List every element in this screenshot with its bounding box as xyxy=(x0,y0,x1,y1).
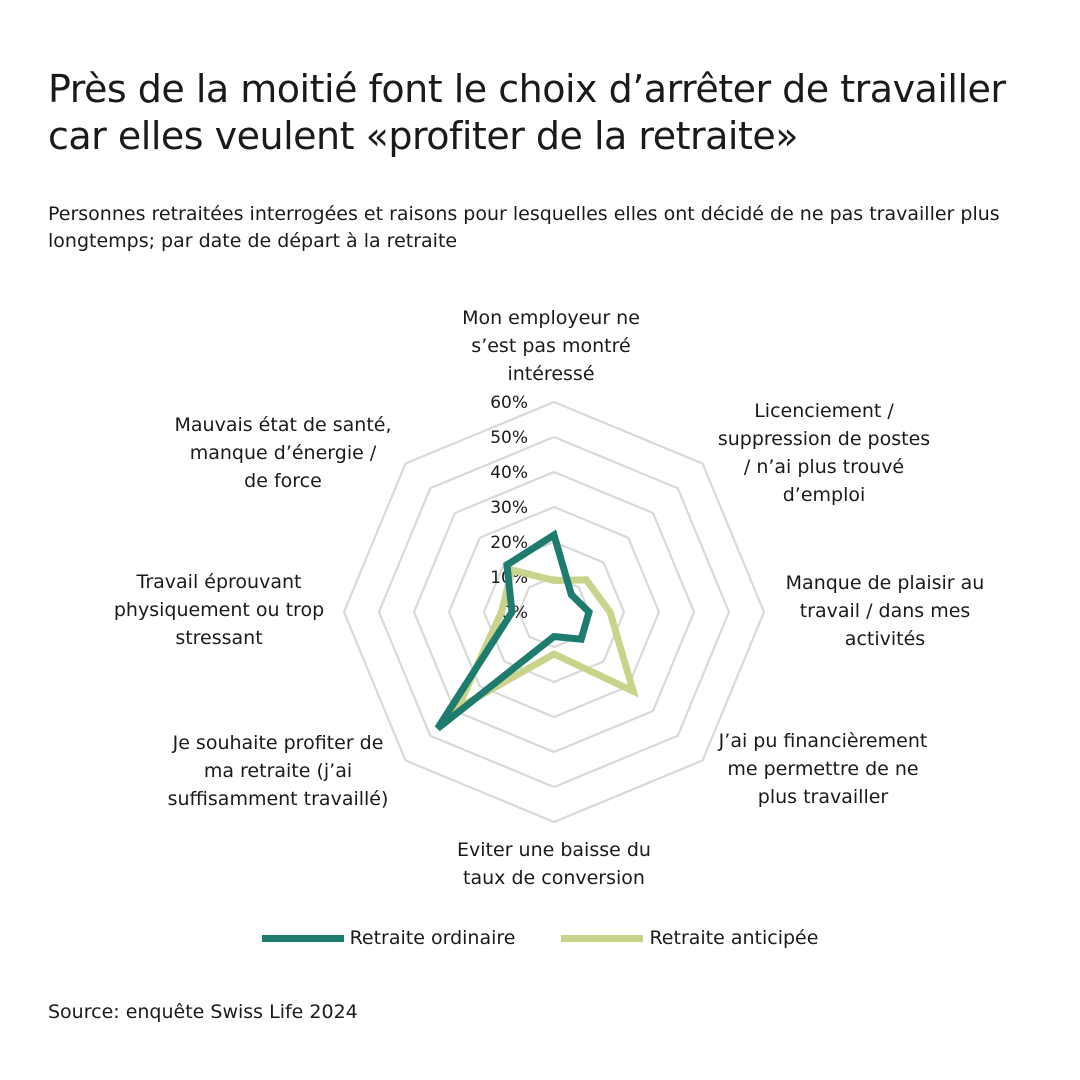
legend-label-ordinaire: Retraite ordinaire xyxy=(349,927,516,949)
chart-subtitle: Personnes retraitées interrogées et raisons pour lesquelles elles ont décidé de ne pas travailler plus longtemps; par date de départ à la retraite xyxy=(48,203,1000,252)
axis-label-line: s’est pas montré xyxy=(471,335,631,357)
axis-label-line: stressant xyxy=(175,627,263,649)
axis-label-line: taux de conversion xyxy=(463,867,645,889)
axis-label-line: Mauvais état de santé, xyxy=(174,414,392,436)
axis-label-line: d’emploi xyxy=(782,484,866,506)
axis-label-line: Je souhaite profiter de xyxy=(172,732,384,754)
tick-label: 30% xyxy=(490,498,528,518)
axis-label-line: Eviter une baisse du xyxy=(457,839,651,861)
axis-label-line: suffisamment travaillé) xyxy=(167,788,389,810)
axis-label-line: suppression de postes xyxy=(717,428,931,450)
legend xyxy=(0,924,1080,952)
axis-label xyxy=(786,569,985,653)
axis-label-line: manque d’énergie / xyxy=(189,442,377,464)
tick-label: 0% xyxy=(501,603,528,623)
axis-label-line: Manque de plaisir au xyxy=(785,572,985,594)
axis-label xyxy=(174,411,391,495)
axis-label-line: ma retraite (j’ai xyxy=(203,760,353,782)
legend-label-anticipee: Retraite anticipée xyxy=(649,927,819,949)
source-note: Source: enquête Swiss Life 2024 xyxy=(48,1001,358,1023)
axis-label xyxy=(168,729,389,813)
chart-title: Près de la moitié font le choix d’arrêter de travailler car elles veulent «profiter de la retraite» xyxy=(48,67,1006,158)
legend-swatch-ordinaire xyxy=(262,935,344,942)
axis-label-line: Licenciement / xyxy=(754,400,894,422)
tick-label: 10% xyxy=(490,568,528,588)
axis-label-line: Mon employeur ne xyxy=(462,307,640,329)
tick-label: 40% xyxy=(490,463,528,483)
axis-label xyxy=(462,304,640,388)
tick-label: 20% xyxy=(490,533,528,553)
legend-swatch-anticipee xyxy=(561,935,643,942)
axis-label xyxy=(718,397,930,509)
axis-label xyxy=(457,836,651,892)
tick-label: 60% xyxy=(490,393,528,413)
axis-label-line: physiquement ou trop xyxy=(113,599,325,621)
axis-label-line: J’ai pu financièrement xyxy=(718,730,928,752)
axis-label-line: de force xyxy=(244,470,322,492)
grid-ring-50 xyxy=(379,437,729,787)
axis-label-line: me permettre de ne xyxy=(727,758,919,780)
axis-label xyxy=(719,727,928,811)
grid-ring-60 xyxy=(344,402,764,822)
axis-label-line: plus travailler xyxy=(757,786,889,808)
legend-item-anticipee xyxy=(561,924,818,952)
radar-grid xyxy=(344,402,764,822)
axis-label-line: Travail éprouvant xyxy=(136,571,302,593)
axis-label-line: intéressé xyxy=(507,363,595,385)
axis-label xyxy=(114,568,324,652)
axis-label-line: / n’ai plus trouvé xyxy=(743,456,905,478)
axis-label-line: travail / dans mes xyxy=(799,600,971,622)
legend-item-ordinaire xyxy=(262,924,516,952)
tick-label: 50% xyxy=(490,428,528,448)
axis-label-line: activités xyxy=(844,628,926,650)
